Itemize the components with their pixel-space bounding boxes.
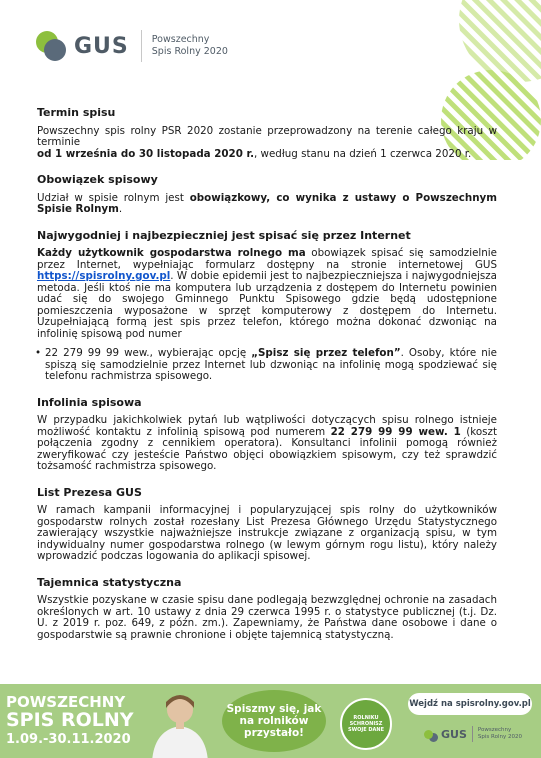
section-text: Wszystkie pozyskane w czasie spisu dane podlegają bezwzględnej ochronie na zasadach określonych w art. 10 ustawy z dnia 29 czerwca 1995 r. o statystyce publicznej (t.j. Dz. U. z 2019 r. poz. 649, z późn. zm.). Zapewniamy, że Państwa dane osobowe i dane o gospodarstwie są prawnie chronione i objęte tajemnicą statystyczną. [37,594,497,641]
gus-mini-logo: GUS Powszechny Spis Rolny 2020 [424,726,522,742]
logo-divider [141,30,142,62]
section-tajemnica [37,577,497,642]
document-body [37,107,497,655]
section-title: Obowiązek spisowy [37,173,158,186]
banner-title: POWSZECHNY SPIS ROLNY 1.09.-30.11.2020 [6,693,134,747]
section-obowiazek [37,174,497,216]
section-internet [37,230,497,383]
section-list-prezesa [37,487,497,563]
section-text: Każdy użytkownik gospodarstwa rolnego ma obowiązek spisać się samodzielnie przez Internet, wypełniając formularz dostępny na stronie internetowej GUS https://spisrolny.gov.pl. W dobie epidemii jest to najbezpieczniejsza i najwygodniejsza metoda. Jeśli ktoś nie ma komputera lub urządzenia z dostępem do Internetu powinien udać się do swojego Gminnego Punktu Spisowego gdzie będą udostępnione pomieszczenia wyposażone w sprzęt komputerowy z dostępem do Internetu. Uzupełniającą formą jest spis przez telefon, którego można dokonać dzwoniąc na infolinię spisową pod numer [37,247,497,340]
section-title: Tajemnica statystyczna [37,575,182,589]
section-text: W ramach kampanii informacyjnej i popularyzującej spis rolny do użytkowników gospodarstw rolnych został rozesłany List Prezesa Głównego Urzędu Statystycznego zawierający wszystkie najważniejsze instrukcje związane z organizacją spisu, w tym indywidualny numer gospodarstwa rolnego (w lewym górnym rogu listu), który należy wprowadzić podczas logowania do aplikacji spisowej. [37,504,497,562]
gus-logo-icon [36,31,66,61]
section-text: Udział w spisie rolnym jest obowiązkowy, co wynika z ustawy o Powszechnym Spisie Rolnym. [37,191,497,215]
spisrolny-link[interactable]: https://spisrolny.gov.pl [37,270,171,282]
phone-bullet: • 22 279 99 99 wew., wybierając opcję „Spisz się przez telefon”. Osoby, które nie spiszą się samodzielnie przez Internet lub dzwoniąc na infolinię mogą spodziewać się telefonu rachmistrza spisowego. [37,348,497,383]
section-infolinia [37,397,497,473]
campaign-banner [0,684,541,758]
section-title: Termin spisu [37,106,116,119]
page-header [0,0,541,95]
section-title: List Prezesa GUS [37,485,142,499]
section-text: Powszechny spis rolny PSR 2020 zostanie przeprowadzony na terenie całego kraju w terminie od 1 września do 30 listopada 2020 r., według stanu na dzień 1 czerwca 2020 r. [37,124,497,160]
farmer-photo [140,688,220,758]
website-pill[interactable]: Wejdź na spisrolny.gov.pl [408,693,532,715]
data-protection-badge: ROLNIKU SCHRONISZ SWOJE DANE [340,698,392,750]
logo-text: GUS [74,33,129,59]
gus-mini-logo-icon [424,730,433,739]
section-text: W przypadku jakichkolwiek pytań lub wątpliwości dotyczących spisu rolnego istnieje możliwość kontaktu z infolinią spisową pod numerem 22 279 99 99 wew. 1 (koszt połączenia zgodny z cennikiem operatora). Konsultanci infolinii pomogą również zweryfikować czy jesteście Państwo objęci obowiązkiem spisowym, czy też sprawdzić tożsamość rachmistrza spisowego. [37,414,497,472]
logo-subtitle: Powszechny Spis Rolny 2020 [151,34,228,57]
slogan-bubble: Spiszmy się, jak na rolników przystało! [222,690,326,752]
section-termin [37,107,497,160]
gus-logo [36,30,228,62]
section-title: Najwygodniej i najbezpieczniej jest spisać się przez Internet [37,228,411,242]
section-title: Infolinia spisowa [37,395,142,409]
